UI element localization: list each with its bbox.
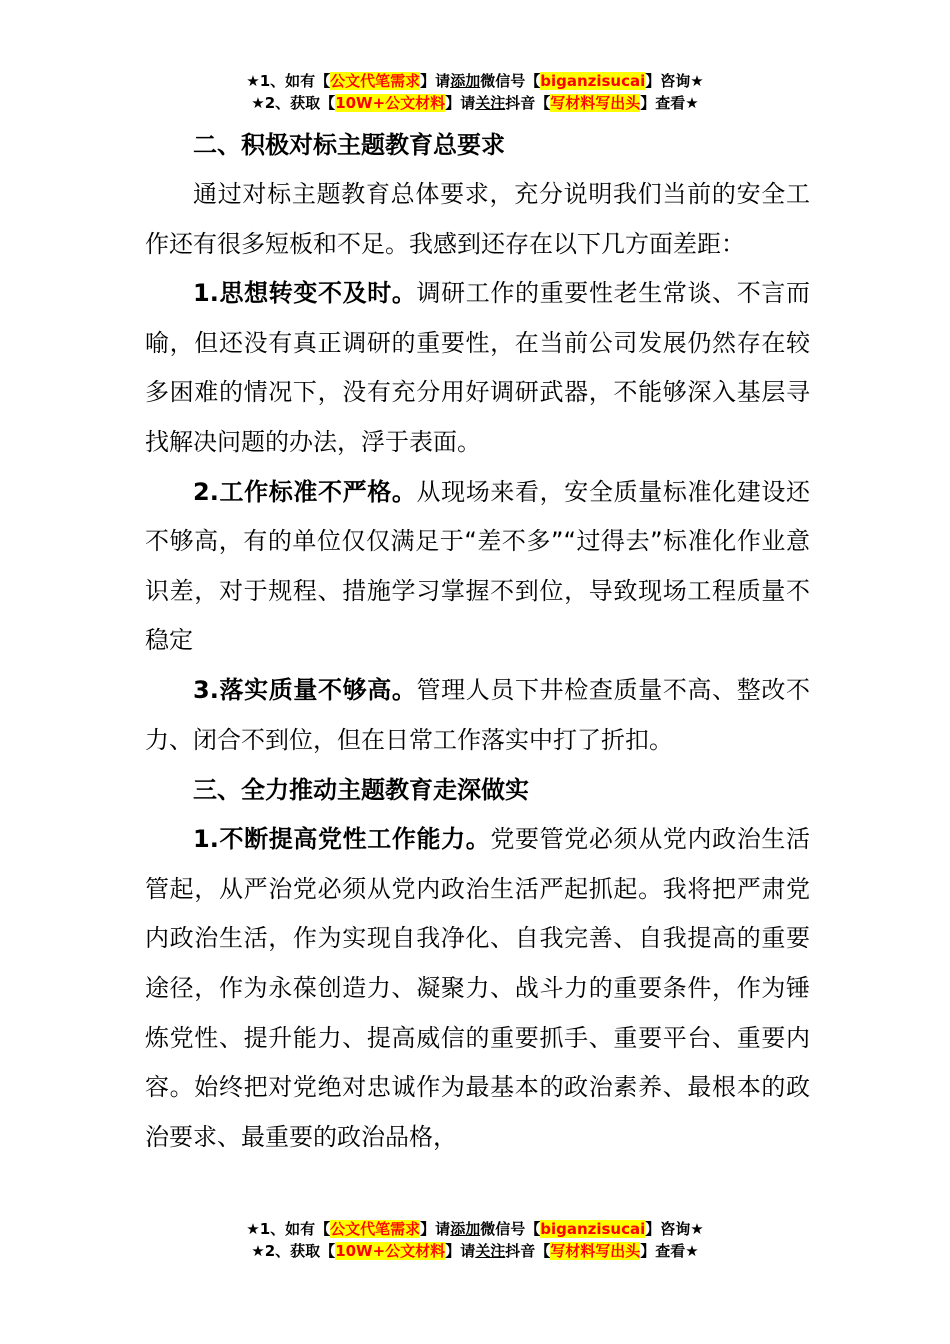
section-2-heading: 二、积极对标主题教育总要求 (193, 131, 505, 159)
promo-line1-prefix: ★1、如有【 (246, 72, 331, 90)
promo-highlight-douyin: 写材料写出头 (550, 1242, 641, 1260)
promo-line1-underlined: 添加 (450, 72, 481, 90)
promo-line1-prefix: ★1、如有【 (246, 1220, 331, 1238)
point-1-title: 1.思想转变不及时。 (193, 279, 417, 308)
promo-line2-underlined: 关注 (475, 94, 506, 112)
section-3-point-1-text: 党要管党必须从党内政治生活管起，从严治党必须从党内政治生活严起抓起。我将把严肃党内政治生活，作为实现自我净化、自我完善、自我提高的重要途径，作为永葆创造力、凝聚力、战斗力的重要条件，作为锤炼党性、提升能力、提高威信的重要抓手、重要平台、重要内容。始终把对党绝对忠诚作为最基本的政治素养、最根本的政治要求、最重要的政治品格， (145, 825, 810, 1151)
document-body (145, 120, 810, 1162)
promo-highlight-materials: 10W+公文材料 (335, 94, 446, 112)
promo-line2-middle2: 抖音【 (505, 1242, 551, 1260)
promo-highlight-materials: 10W+公文材料 (335, 1242, 446, 1260)
promo-highlight-douyin: 写材料写出头 (550, 94, 641, 112)
section-3-point-1-title: 1.不断提高党性工作能力。 (193, 825, 491, 854)
promo-line1-middle: 】请 (420, 72, 451, 90)
promo-line2-prefix: ★2、获取【 (251, 1242, 336, 1260)
bottom-promo-banner (0, 1218, 950, 1262)
promo-highlight-wechat-id: biganzisucai (540, 1220, 646, 1238)
promo-line2-underlined: 关注 (475, 1242, 506, 1260)
promo-line2-suffix: 】查看★ (640, 94, 699, 112)
section-3-heading: 三、全力推动主题教育走深做实 (193, 776, 529, 805)
promo-line2-middle: 】请 (445, 94, 476, 112)
point-2-paragraph (145, 468, 810, 666)
promo-line1-middle: 】请 (420, 1220, 451, 1238)
point-3-text: 管理人员下井检查质量不高、整改不力、闭合不到位，但在日常工作落实中打了折扣。 (145, 675, 810, 754)
top-promo-banner (0, 70, 950, 114)
promo-line-2 (0, 92, 950, 114)
promo-line2-suffix: 】查看★ (640, 1242, 699, 1260)
point-2-title: 2.工作标准不严格。 (193, 477, 417, 506)
promo-highlight-wechat-id: biganzisucai (540, 72, 646, 90)
point-2-text: 从现场来看，安全质量标准化建设还不够高，有的单位仅仅满足于“差不多”“过得去”标准化作业意识差，对于规程、措施学习掌握不到位，导致现场工程质量不稳定 (145, 477, 810, 655)
promo-highlight-service: 公文代笔需求 (330, 1220, 421, 1238)
promo-line2-prefix: ★2、获取【 (251, 94, 336, 112)
promo-line-2 (0, 1240, 950, 1262)
section-2-intro: 通过对标主题教育总体要求，充分说明我们当前的安全工作还有很多短板和不足。我感到还存在以下几方面差距： (145, 180, 810, 258)
promo-line1-underlined: 添加 (450, 1220, 481, 1238)
promo-line-1 (0, 1218, 950, 1240)
promo-line2-middle2: 抖音【 (505, 94, 551, 112)
point-3-paragraph (145, 666, 810, 765)
promo-line1-suffix: 】咨询★ (645, 72, 704, 90)
point-1-text: 调研工作的重要性老生常谈、不言而喻，但还没有真正调研的重要性，在当前公司发展仍然存在较多困难的情况下，没有充分用好调研武器，不能够深入基层寻找解决问题的办法，浮于表面。 (145, 279, 810, 456)
promo-line1-middle2: 微信号【 (480, 72, 541, 90)
promo-highlight-service: 公文代笔需求 (330, 72, 421, 90)
promo-line2-middle: 】请 (445, 1242, 476, 1260)
promo-line1-middle2: 微信号【 (480, 1220, 541, 1238)
section-3-point-1-paragraph (145, 815, 810, 1162)
promo-line-1 (0, 70, 950, 92)
point-1-paragraph (145, 269, 810, 467)
point-3-title: 3.落实质量不够高。 (193, 675, 417, 704)
promo-line1-suffix: 】咨询★ (645, 1220, 704, 1238)
